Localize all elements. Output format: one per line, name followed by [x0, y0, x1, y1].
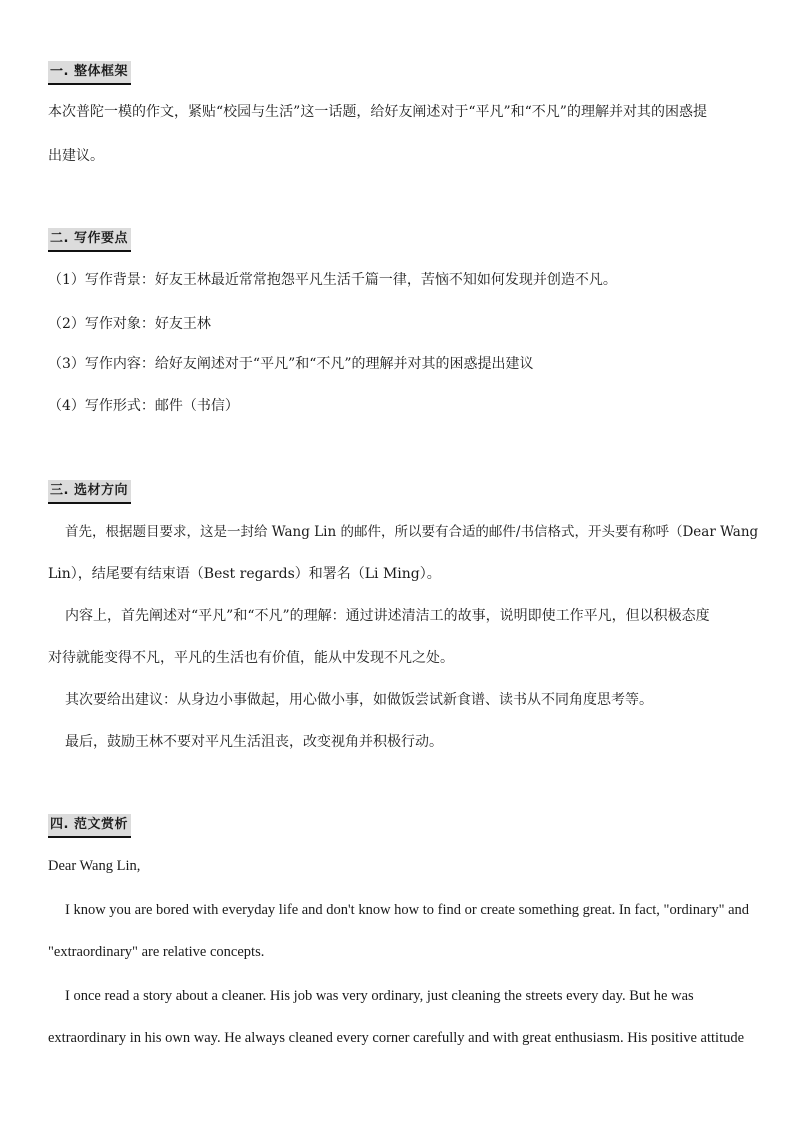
- section-heading-key-points: 二. 写作要点: [48, 228, 131, 252]
- section-heading-sample-essay: 四. 范文赏析: [48, 814, 131, 838]
- framework-paragraph-line-2: 出建议。: [48, 148, 104, 164]
- section-heading-material: 三. 选材方向: [48, 480, 131, 504]
- key-point-item-3: （3）写作内容：给好友阐述对于“平凡”和“不凡”的理解并对其的困惑提出建议: [48, 356, 534, 372]
- essay-salutation: Dear Wang Lin,: [48, 858, 141, 874]
- material-paragraph-line-4: 对待就能变得不凡，平凡的生活也有价值，能从中发现不凡之处。: [48, 650, 454, 666]
- material-paragraph-line-1: 首先，根据题目要求，这是一封给 Wang Lin 的邮件，所以要有合适的邮件/书信格式，开头要有称呼（Dear Wang: [65, 524, 759, 540]
- essay-line-3: I once read a story about a cleaner. His job was very ordinary, just cleaning the streets every day. But he was: [65, 988, 694, 1004]
- key-point-item-4: （4）写作形式：邮件（书信）: [48, 398, 239, 414]
- essay-line-4: extraordinary in his own way. He always cleaned every corner carefully and with great enthusiasm. His positive attitude: [48, 1030, 745, 1046]
- framework-paragraph-line-1: 本次普陀一模的作文，紧贴“校园与生活”这一话题，给好友阐述对于“平凡”和“不凡”的理解并对其的困惑提: [48, 104, 707, 120]
- material-paragraph-line-6: 最后，鼓励王林不要对平凡生活沮丧，改变视角并积极行动。: [65, 734, 443, 750]
- key-point-item-1: （1）写作背景：好友王林最近常常抱怨平凡生活千篇一律，苦恼不知如何发现并创造不凡。: [48, 272, 617, 288]
- key-point-item-2: （2）写作对象：好友王林: [48, 316, 211, 332]
- material-paragraph-line-3: 内容上，首先阐述对“平凡”和“不凡”的理解：通过讲述清洁工的故事，说明即使工作平凡，但以积极态度: [65, 608, 710, 624]
- section-heading-framework: 一. 整体框架: [48, 61, 131, 85]
- material-paragraph-line-2: Lin），结尾要有结束语（Best regards）和署名（Li Ming）。: [48, 566, 441, 582]
- essay-line-2: "extraordinary" are relative concepts.: [48, 944, 265, 960]
- essay-line-1: I know you are bored with everyday life and don't know how to find or create something great. In fact, "ordinary" and: [65, 902, 750, 918]
- material-paragraph-line-5: 其次要给出建议：从身边小事做起，用心做小事，如做饭尝试新食谱、读书从不同角度思考等。: [65, 692, 653, 708]
